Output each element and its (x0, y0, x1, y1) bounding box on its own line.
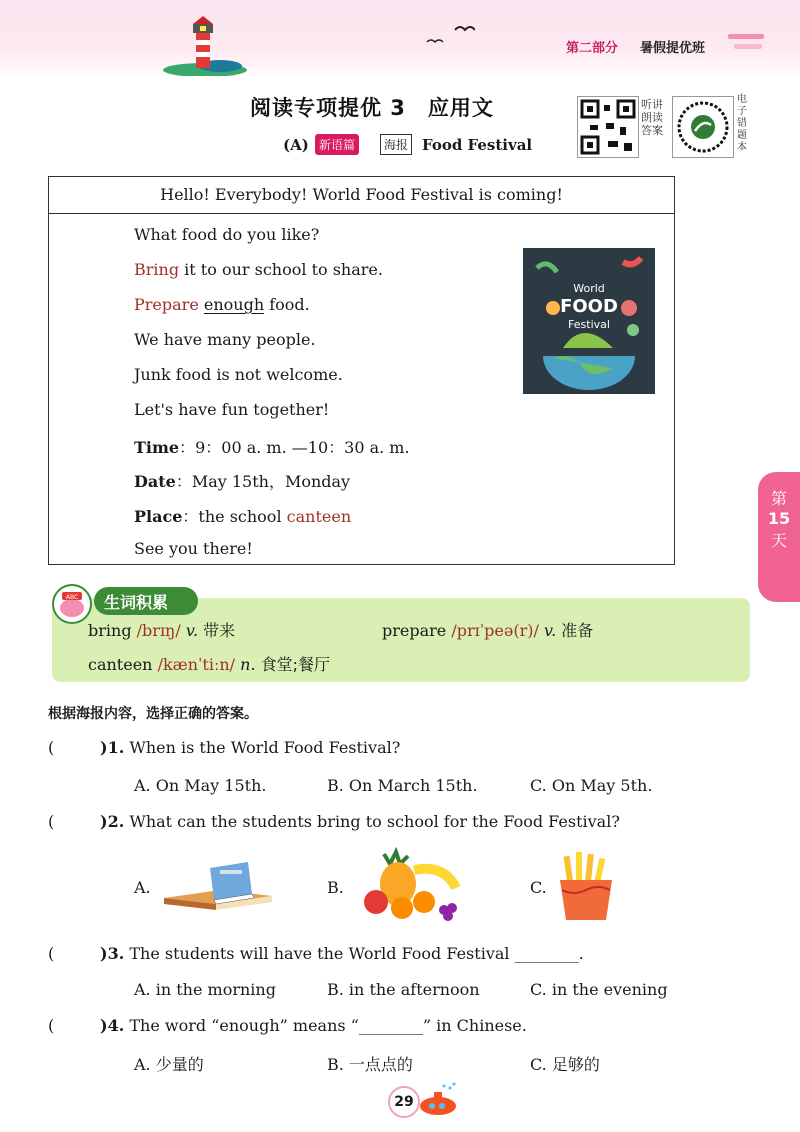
question-4 (100, 1016, 527, 1035)
poster-image-word: World (573, 282, 605, 295)
poster-line: We have many people. (134, 330, 316, 349)
poster-line (134, 295, 310, 314)
question-2 (100, 812, 620, 831)
option-c[interactable]: C. 足够的 (530, 1055, 600, 1074)
qr-code-icon[interactable] (577, 96, 639, 158)
poster-heading: Hello! Everybody! World Food Festival is coming! (48, 176, 675, 214)
qr-listen-label: 听讲朗读答案 (641, 98, 663, 137)
time-value: ：9：00 a. m. —10：30 a. m. (179, 438, 410, 457)
vocab-entry-bring (88, 618, 235, 641)
vocab-word: prepare (382, 621, 447, 640)
poster-place (134, 504, 351, 527)
option-b[interactable]: B. (327, 878, 344, 897)
side-tab-top: 第 (770, 489, 787, 508)
side-tab-number: 15 (767, 509, 791, 528)
option-b[interactable]: B. in the afternoon (327, 980, 480, 999)
side-tab-bottom: 天 (770, 531, 787, 550)
vocab-pos: n. (240, 655, 256, 674)
books-image (160, 856, 276, 912)
option-a[interactable]: A. in the morning (134, 980, 276, 999)
question-text: The word “enough” means “________” in Chinese. (129, 1016, 527, 1035)
answer-paren[interactable]: ( (48, 738, 55, 757)
vocab-ipa: /brɪŋ/ (136, 621, 181, 640)
vocab-word: canteen (88, 655, 153, 674)
vocab-word-prepare: Prepare (134, 295, 199, 314)
place-label: Place (134, 507, 183, 526)
question-3 (100, 944, 584, 963)
option-c[interactable]: C. (530, 878, 547, 897)
piggy-bank-icon (52, 584, 92, 624)
date-label: Date (134, 472, 176, 491)
vocab-title: 生词积累 (104, 593, 169, 612)
lighthouse-illustration (160, 14, 250, 76)
vocab-entry-canteen (88, 652, 330, 675)
day-side-tab (758, 472, 800, 602)
vocab-ipa: /kænˈtiːn/ (157, 655, 236, 674)
option-c[interactable]: C. in the evening (530, 980, 668, 999)
option-c[interactable]: C. On May 5th. (530, 776, 653, 795)
submarine-icon (414, 1082, 460, 1118)
option-a[interactable]: A. On May 15th. (134, 776, 267, 795)
option-b[interactable]: B. 一点点的 (327, 1055, 413, 1074)
poster-line-text: it to our school to share. (179, 260, 383, 279)
poster-image-word: FOOD (560, 296, 618, 317)
date-value: ：May 15th，Monday (175, 472, 351, 491)
page-title: 阅读专项提优 3 应用文 (250, 96, 494, 120)
option-a[interactable]: A. 少量的 (134, 1055, 204, 1074)
section-name: Food Festival (422, 136, 533, 154)
underlined-word-enough: enough (203, 295, 265, 314)
page-number: 29 (388, 1086, 420, 1118)
answer-paren[interactable]: ( (48, 812, 55, 831)
poster-line: See you there! (134, 539, 253, 558)
tag-poster: 海报 (380, 134, 412, 155)
place-value: ：the school (182, 507, 287, 526)
vocab-ipa: /prɪˈpeə(r)/ (451, 621, 539, 640)
poster-line: Junk food is not welcome. (134, 365, 343, 384)
question-text: When is the World Food Festival? (129, 738, 401, 757)
option-a[interactable]: A. (134, 878, 151, 897)
question-number: )1. (100, 738, 125, 757)
vocab-pos: v. (543, 621, 557, 640)
vocab-chinese: 准备 (561, 621, 594, 640)
vocab-chinese: 带来 (203, 621, 236, 640)
option-b[interactable]: B. On March 15th. (327, 776, 478, 795)
book-name: 暑假提优班 (640, 41, 706, 56)
instruction: 根据海报内容，选择正确的答案。 (48, 706, 258, 722)
question-number: )4. (100, 1016, 125, 1035)
question-text: What can the students bring to school for the Food Festival? (129, 812, 620, 831)
vocab-word: bring (88, 621, 132, 640)
error-book-qr-icon[interactable] (672, 96, 734, 158)
poster-line (134, 260, 383, 279)
poster-image-word: Festival (568, 318, 610, 331)
food-festival-poster-image (523, 248, 655, 394)
answer-paren[interactable]: ( (48, 944, 55, 963)
time-label: Time (134, 438, 180, 457)
section-letter: (A) (283, 136, 309, 154)
question-1 (100, 738, 400, 757)
qr-error-book-label: 电子错题本 (737, 94, 747, 153)
birds-icon (425, 22, 475, 48)
question-number: )3. (100, 944, 125, 963)
poster-line-text: food. (264, 295, 310, 314)
poster-time (134, 435, 410, 458)
question-number: )2. (100, 812, 125, 831)
vocab-entry-prepare (382, 618, 593, 641)
tag-new-passage: 新语篇 (315, 134, 359, 155)
answer-paren[interactable]: ( (48, 1016, 55, 1035)
vocab-icon-text: ABC (65, 594, 79, 601)
fruits-image (354, 846, 466, 922)
poster-line: What food do you like? (134, 225, 320, 244)
vocab-word-canteen: canteen (286, 507, 352, 526)
poster-date (134, 469, 350, 492)
header-decoration-icon (724, 30, 768, 54)
question-text: The students will have the World Food Festival ________. (129, 944, 584, 963)
french-fries-image (554, 850, 618, 922)
part-label: 第二部分 (566, 41, 619, 56)
vocab-pos: v. (185, 621, 199, 640)
vocab-chinese: 食堂;餐厅 (260, 655, 331, 674)
poster-line: Let's have fun together! (134, 400, 330, 419)
vocab-word-bring: Bring (134, 260, 180, 279)
